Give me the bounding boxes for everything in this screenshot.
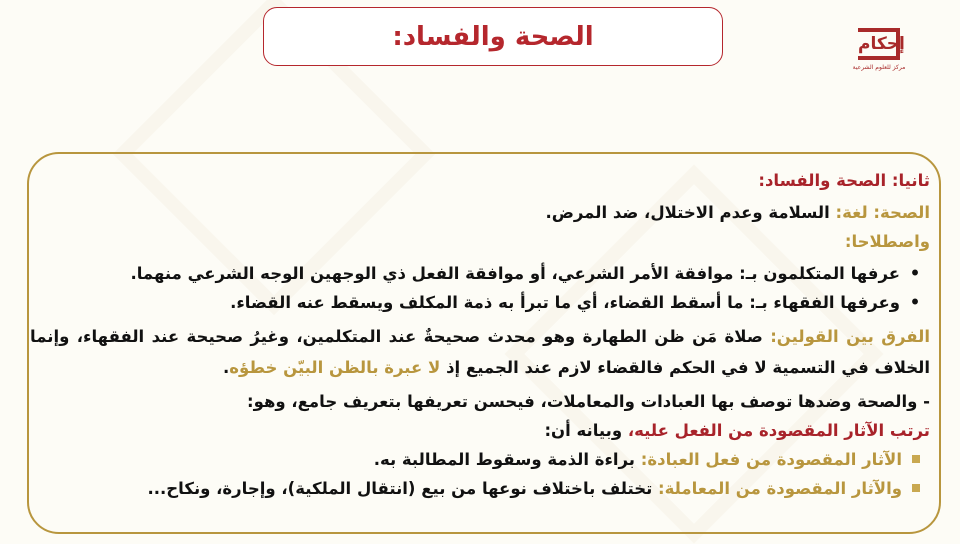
note-line: - والصحة وضدها توصف بها العبادات والمعاملات، فيحسن تعريفها بتعريف جامع، وهو: xyxy=(247,392,930,411)
farq-end: . xyxy=(223,358,230,377)
lugha-label: الصحة: لغة: xyxy=(835,203,930,222)
farq-text: صلاة مَن ظن الطهارة وهو محدث صحيحةٌ عند المتكلمين، وغيرُ صحيحة عند الفقهاء، وإنما الخلاف في التسمية لا في الحكم فالقضاء لازم عند الجميع إذ xyxy=(30,327,930,377)
definition-red: ترتب الآثار المقصودة من الفعل عليه، xyxy=(627,421,930,440)
sub-item-label: والآثار المقصودة من المعاملة: xyxy=(658,479,902,498)
square-bullet-icon xyxy=(912,455,920,463)
farq-label: الفرق بين القولين: xyxy=(770,327,931,346)
bullet-text: عرفها المتكلمون بـ: موافقة الأمر الشرعي، أو موافقة الفعل ذي الوجهين الوجه الشرعي منهما. xyxy=(130,264,900,283)
sub-item-text: تختلف باختلاف نوعها من بيع (انتقال الملكية)، وإجارة، ونكاح... xyxy=(147,479,653,498)
logo-mark: إحكام xyxy=(858,28,900,60)
logo-subtitle: مركز للعلوم الشرعية xyxy=(852,64,906,71)
definition-line xyxy=(30,416,930,445)
bullet-item xyxy=(30,288,930,317)
bullet-text: وعرفها الفقهاء بـ: ما أسقط القضاء، أي ما تبرأ به ذمة المكلف ويسقط عنه القضاء. xyxy=(230,293,900,312)
sub-item-label: الآثار المقصودة من فعل العبادة: xyxy=(640,450,902,469)
logo xyxy=(852,28,906,92)
sub-item xyxy=(30,445,930,474)
lugha-line xyxy=(30,198,930,227)
definition-rest: وبيانه أن: xyxy=(544,421,623,440)
section-heading: ثانيا: الصحة والفساد: xyxy=(758,171,930,190)
bullet-dot-icon: • xyxy=(909,293,921,312)
bullet-item xyxy=(30,259,930,288)
content-body xyxy=(30,166,930,503)
istilah-label: واصطلاحا: xyxy=(844,232,930,251)
farq-highlight: لا عبرة بالظن البيّن خطؤه xyxy=(229,358,441,377)
bullet-dot-icon: • xyxy=(909,264,921,283)
page-title: الصحة والفساد: xyxy=(392,21,594,52)
lugha-text: السلامة وعدم الاختلال، ضد المرض. xyxy=(545,203,830,222)
farq-paragraph xyxy=(30,321,930,383)
sub-item-text: براءة الذمة وسقوط المطالبة به. xyxy=(373,450,636,469)
square-bullet-icon xyxy=(912,484,920,492)
title-box xyxy=(263,7,723,66)
sub-item xyxy=(30,474,930,503)
